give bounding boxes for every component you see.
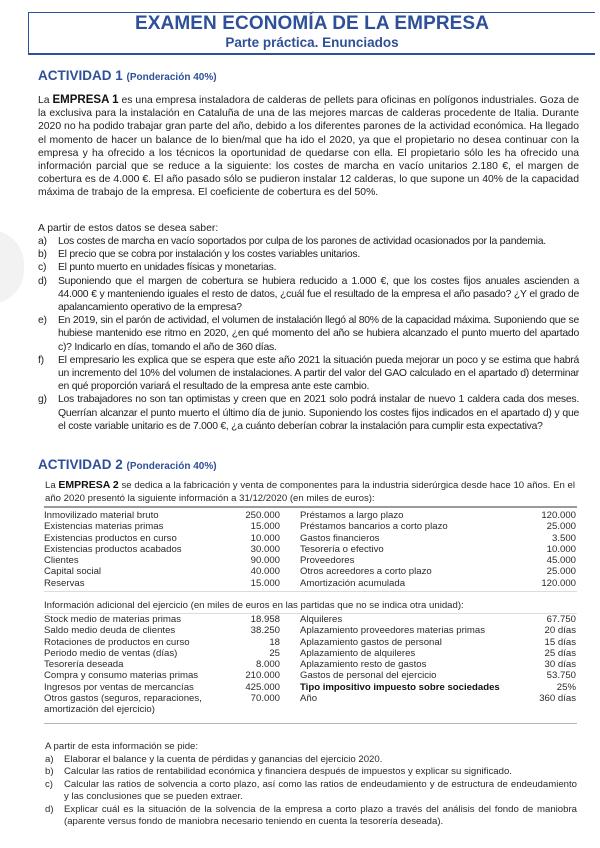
row-value: 38.250 xyxy=(250,625,280,637)
question-text: Los costes de marcha en vacío soportados por culpa de los parones de actividad ocasionados por la pandemia. xyxy=(58,236,546,247)
question-item xyxy=(38,314,579,354)
balance-table xyxy=(44,510,576,589)
table-row xyxy=(44,682,576,693)
row-value: 70.000 xyxy=(250,693,280,705)
question-item xyxy=(38,248,579,261)
row-value: 20 días xyxy=(544,625,576,637)
actividad-2-questions xyxy=(45,754,577,828)
table-row xyxy=(44,693,576,716)
row-label: Aplazamiento resto de gastos xyxy=(300,659,427,671)
actividad-2-heading xyxy=(38,457,217,472)
question-item xyxy=(45,754,577,766)
question-item xyxy=(45,779,577,804)
empresa-1-label: EMPRESA 1 xyxy=(52,94,119,106)
row-label: Tipo impositivo impuesto sobre sociedades xyxy=(300,681,500,693)
row-value: 25 xyxy=(269,647,280,659)
row-value: 120.000 xyxy=(541,577,576,589)
actividad-1-statement xyxy=(38,94,579,200)
row-label: Reservas xyxy=(44,577,85,589)
row-value: 120.000 xyxy=(541,510,576,521)
question-key: b) xyxy=(45,766,54,778)
row-label: Tesorería deseada xyxy=(44,659,124,671)
question-item xyxy=(38,261,579,274)
row-label: Inmovilizado material bruto xyxy=(44,510,159,521)
question-text: Los trabajadores no son tan optimistas y creen que en 2021 solo podrá instalar de nuevo 1 caldera cada dos meses. Querrían alcanzar el punto muerto el último día de junio. Suponiendo los costes fijos indicados en el apartado d) y que el coste variable unitario es de 7.000 €, ¿a cuánto deberían cobrar la instalación para cumplir esta expectativa? xyxy=(58,394,579,432)
table-row xyxy=(44,578,576,589)
statement-prefix: La xyxy=(38,95,53,106)
table-bottom-rule xyxy=(44,723,577,724)
row-label: Gastos de personal del ejercicio xyxy=(300,670,437,682)
row-value: 25 días xyxy=(544,647,576,659)
question-text: Suponiendo que el margen de cobertura se hubiera reducido a 1.000 €, que los costes fijos anuales ascienden a 44.000 € y manteniendo iguales el resto de datos, ¿cuál fue el resultado de la empresa el año pasado? ¿Y el grado de apalancamiento operativo de la empresa? xyxy=(58,275,579,314)
row-label: Compra y consumo materias primas xyxy=(44,670,199,682)
row-value: 10.000 xyxy=(250,532,280,544)
row-value: 10.000 xyxy=(546,543,576,555)
table-row xyxy=(44,659,576,670)
page-edge-shadow xyxy=(0,230,24,304)
question-item xyxy=(38,275,579,315)
row-value: 425.000 xyxy=(245,681,280,693)
question-key: a) xyxy=(45,754,54,765)
actividad-1-heading xyxy=(38,68,217,83)
row-label-line: Otros gastos (seguros, reparaciones, xyxy=(44,693,202,705)
statement-prefix: La xyxy=(45,480,59,491)
row-label: Periodo medio de ventas (días) xyxy=(44,647,178,659)
row-value: 45.000 xyxy=(546,555,576,567)
question-text: Explicar cuál es la situación de la solvencia de la empresa a corto plazo a través del análisis del fondo de maniobra (aparente versus fondo de maniobra necesario teniendo en cuenta la tesorería deseada). xyxy=(64,803,577,828)
table-row xyxy=(44,521,576,532)
row-label: Existencias productos en curso xyxy=(44,532,177,544)
row-label: Aplazamiento de alquileres xyxy=(300,647,416,659)
exam-title: EXAMEN ECONOMÍA DE LA EMPRESA xyxy=(134,13,490,34)
table-row xyxy=(44,566,576,577)
question-text: El precio que se cobra por instalación y los costes variables unitarios. xyxy=(58,249,360,261)
row-value: 25% xyxy=(556,681,576,693)
row-value: 30 días xyxy=(544,659,576,671)
table-row xyxy=(44,637,576,648)
row-label: Aplazamiento gastos de personal xyxy=(300,636,442,648)
row-label: Stock medio de materias primas xyxy=(44,614,182,625)
row-label: Existencias productos acabados xyxy=(44,543,182,555)
table-row xyxy=(44,510,576,521)
row-value: 8.000 xyxy=(255,659,280,671)
exam-subtitle: Parte práctica. Enunciados xyxy=(225,35,399,50)
table-row xyxy=(44,555,576,566)
actividad-2-title: ACTIVIDAD 2 xyxy=(38,457,123,472)
row-label: Otros acreedores a corto plazo xyxy=(300,566,432,578)
info-table xyxy=(44,614,576,716)
question-item xyxy=(45,766,577,778)
table-row xyxy=(44,625,576,636)
row-label: Clientes xyxy=(44,555,79,567)
table-divider xyxy=(44,591,577,592)
table-top-rule xyxy=(44,506,577,508)
actividad-1-title: ACTIVIDAD 1 xyxy=(38,68,123,83)
row-label: Saldo medio deuda de clientes xyxy=(44,625,176,637)
table-row xyxy=(44,533,576,544)
row-value: 18 xyxy=(269,636,280,648)
question-item xyxy=(45,804,577,829)
question-text: El empresario les explica que se espera que este año 2021 la situación pueda mejorar un poco y se estima que habrá un incremento del 10% del volumen de instalaciones. A partir del valor del GAO calculado en el apartado d) determinar en qué proporción variará el resultado de la empresa ante este cambio. xyxy=(58,354,579,393)
question-text: Calcular las ratios de rentabilidad económica y financiera después de impuestos y explicar su significado. xyxy=(64,766,512,778)
row-label: Amortización acumulada xyxy=(300,577,406,589)
row-value: 67.750 xyxy=(546,614,576,625)
row-label: Tesorería o efectivo xyxy=(300,543,384,555)
question-key: a) xyxy=(38,236,47,247)
row-value: 15.000 xyxy=(250,521,280,533)
exam-header xyxy=(28,12,595,55)
table-row xyxy=(44,648,576,659)
actividad-2-weight: (Ponderación 40%) xyxy=(126,461,217,472)
row-value: 360 días xyxy=(539,693,576,705)
row-label: Gastos financieros xyxy=(300,532,380,544)
actividad-1-lead: A partir de estos datos se desea saber: xyxy=(38,223,219,234)
row-label xyxy=(44,693,212,716)
row-value: 25.000 xyxy=(546,566,576,578)
row-value: 90.000 xyxy=(250,555,280,567)
row-value: 15 días xyxy=(544,636,576,648)
row-label-line: amortización del ejercicio) xyxy=(44,704,155,716)
row-label: Capital social xyxy=(44,566,102,578)
row-label: Aplazamiento proveedores materias primas xyxy=(300,625,486,637)
info-table-title: Información adicional del ejercicio (en miles de euros en las partidas que no se indica otra unidad): xyxy=(44,600,464,611)
actividad-1-weight: (Ponderación 40%) xyxy=(126,72,217,83)
empresa-2-label: EMPRESA 2 xyxy=(58,479,119,491)
row-label: Año xyxy=(300,693,318,705)
row-value: 3.500 xyxy=(551,532,576,544)
question-item xyxy=(38,235,579,248)
table-row xyxy=(44,544,576,555)
question-key: f) xyxy=(38,354,44,366)
row-label: Proveedores xyxy=(300,555,355,567)
table-row xyxy=(44,614,576,625)
table-row xyxy=(44,670,576,681)
row-label: Préstamos a largo plazo xyxy=(300,510,404,521)
row-label: Préstamos bancarios a corto plazo xyxy=(300,521,448,533)
statement-text: es una empresa instaladora de calderas de pellets para oficinas en polígonos industriales. Goza de la exclusiva para la instalación en Cataluña de una de las mejores marcas de calderas procedente de Italia. Durante 2020 no ha podido trabajar gran parte del año, debido a los diferentes parones de la actividad económica. Ha llegado el momento de hacer un balance de lo bien/mal que ha ido el 2020, ya que el propietario no desea continuar con la empresa y ha ofrecido a los técnicos la oportunidad de quedarse con ella. El propietario sólo les ha ofrecido una información parcial que se reduce a la siguiente: los costes de marcha en vacío unitarios 2.180 €, el margen de cobertura es de 4.000 €. El año pasado sólo se pudieron instalar 12 calderas, lo que supone un 40% de la capacidad máxima de trabajo de la empresa. El coeficiente de cobertura es del 50%. xyxy=(38,95,579,199)
question-key: e) xyxy=(38,315,47,327)
question-item xyxy=(38,354,579,394)
row-label: Ingresos por ventas de mercancías xyxy=(44,681,194,693)
question-key: d) xyxy=(38,275,47,287)
row-value: 30.000 xyxy=(250,543,280,555)
row-value: 40.000 xyxy=(250,566,280,578)
question-key: d) xyxy=(45,803,54,815)
question-text: El punto muerto en unidades físicas y monetarias. xyxy=(58,262,277,274)
row-value: 250.000 xyxy=(245,510,280,521)
statement-text: se dedica a la fabricación y venta de componentes para la industria siderúrgica desde hace 10 años. En el año 2020 presentó la siguiente información a 31/12/2020 (en miles de euros): xyxy=(45,480,576,504)
row-label: Rotaciones de productos en curso xyxy=(44,636,190,648)
actividad-2-statement xyxy=(45,479,575,505)
question-key: c) xyxy=(45,778,53,790)
row-label: Existencias materias primas xyxy=(44,521,164,533)
question-item xyxy=(38,393,579,433)
row-value: 53.750 xyxy=(546,670,576,682)
question-text: En 2019, sin el parón de actividad, el volumen de instalación llegó al 80% de la capacidad máxima. Suponiendo que se hubiese mantenido ese ritmo en 2020, ¿en qué momento del año se hubiera alcanzado el punto muerto del apartado c)? Indicarlo en días, tomando el año de 360 días. xyxy=(58,315,579,353)
actividad-1-questions xyxy=(38,235,579,433)
question-text: Elaborar el balance y la cuenta de pérdidas y ganancias del ejercicio 2020. xyxy=(64,754,383,765)
question-text: Calcular las ratios de solvencia a corto plazo, así como las ratios de endeudamiento y de estructura de endeudamiento y las conclusiones que se pueden extraer. xyxy=(64,778,577,803)
row-value: 15.000 xyxy=(250,577,280,589)
row-value: 25.000 xyxy=(546,521,576,533)
actividad-2-lead: A partir de esta información se pide: xyxy=(45,741,199,752)
row-label: Alquileres xyxy=(300,614,343,625)
row-value: 18.958 xyxy=(250,614,280,625)
question-key: b) xyxy=(38,249,47,261)
row-value: 210.000 xyxy=(245,670,280,682)
question-key: g) xyxy=(38,394,47,406)
question-key: c) xyxy=(38,262,47,274)
